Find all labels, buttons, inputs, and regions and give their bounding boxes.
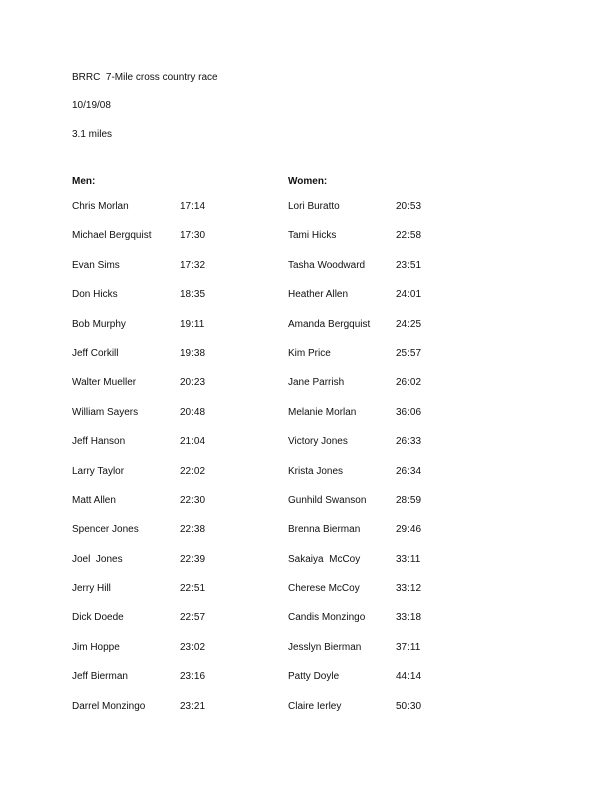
document-title: BRRC 7-Mile cross country race — [72, 72, 218, 83]
women-result-row — [288, 671, 488, 700]
runner-name: Jesslyn Bierman — [288, 641, 362, 653]
women-result-row — [288, 583, 488, 612]
women-result-row — [288, 230, 488, 259]
runner-name: Melanie Morlan — [288, 406, 357, 418]
runner-name: Evan Sims — [72, 259, 120, 271]
runner-time: 24:01 — [396, 289, 422, 301]
women-result-row — [288, 407, 488, 436]
runner-time: 37:11 — [396, 641, 421, 653]
men-result-row — [72, 524, 272, 553]
women-results-list — [288, 201, 488, 730]
women-result-row — [288, 642, 488, 671]
runner-name: Brenna Bierman — [288, 524, 361, 536]
runner-name: Don Hicks — [72, 289, 118, 301]
runner-name: Cherese McCoy — [288, 583, 360, 595]
runner-time: 22:38 — [180, 524, 206, 536]
women-result-row — [288, 612, 488, 641]
runner-time: 26:02 — [396, 377, 422, 389]
runner-name: Jim Hoppe — [72, 641, 120, 653]
men-heading: Men: — [72, 176, 96, 187]
men-result-row — [72, 377, 272, 406]
runner-name: Michael Bergquist — [72, 230, 152, 242]
runner-time: 50:30 — [396, 700, 422, 712]
men-result-row — [72, 583, 272, 612]
runner-time: 23:02 — [180, 641, 206, 653]
runner-time: 23:51 — [396, 259, 422, 271]
women-result-row — [288, 348, 488, 377]
women-result-row — [288, 319, 488, 348]
runner-time: 23:21 — [180, 700, 206, 712]
runner-name: Heather Allen — [288, 289, 349, 301]
runner-time: 19:38 — [180, 347, 206, 359]
runner-time: 20:48 — [180, 406, 206, 418]
women-result-row — [288, 554, 488, 583]
runner-time: 26:33 — [396, 436, 422, 448]
race-distance: 3.1 miles — [72, 129, 113, 140]
runner-time: 25:57 — [396, 347, 422, 359]
women-result-row — [288, 377, 488, 406]
runner-name: Matt Allen — [72, 494, 116, 506]
runner-name: Kim Price — [288, 347, 331, 359]
runner-name: Tami Hicks — [288, 230, 337, 242]
men-result-row — [72, 260, 272, 289]
runner-time: 19:11 — [180, 318, 205, 330]
runner-name: Chris Morlan — [72, 201, 129, 212]
men-result-row — [72, 289, 272, 318]
men-result-row — [72, 230, 272, 259]
men-result-row — [72, 407, 272, 436]
runner-name: Joel Jones — [72, 553, 123, 565]
runner-time: 18:35 — [180, 289, 206, 301]
men-result-row — [72, 671, 272, 700]
runner-time: 22:39 — [180, 553, 206, 565]
runner-name: Tasha Woodward — [288, 259, 366, 271]
women-result-row — [288, 260, 488, 289]
runner-name: Darrel Monzingo — [72, 700, 146, 712]
runner-time: 20:53 — [396, 201, 422, 212]
runner-time: 20:23 — [180, 377, 206, 389]
runner-name: Jeff Bierman — [72, 671, 128, 683]
runner-name: William Sayers — [72, 406, 139, 418]
women-result-row — [288, 289, 488, 318]
runner-time: 17:32 — [180, 259, 206, 271]
men-result-row — [72, 348, 272, 377]
men-result-row — [72, 642, 272, 671]
women-result-row — [288, 524, 488, 553]
men-result-row — [72, 319, 272, 348]
runner-time: 17:14 — [180, 201, 206, 212]
runner-time: 17:30 — [180, 230, 206, 242]
runner-name: Jerry Hill — [72, 583, 111, 595]
runner-time: 21:04 — [180, 436, 206, 448]
runner-time: 22:57 — [180, 612, 206, 624]
runner-name: Larry Taylor — [72, 465, 125, 477]
women-result-row — [288, 466, 488, 495]
runner-name: Victory Jones — [288, 436, 348, 448]
runner-time: 22:51 — [180, 583, 206, 595]
runner-time: 29:46 — [396, 524, 422, 536]
runner-name: Claire Ierley — [288, 700, 342, 712]
runner-name: Gunhild Swanson — [288, 494, 367, 506]
men-result-row — [72, 436, 272, 465]
runner-time: 23:16 — [180, 671, 206, 683]
men-result-row — [72, 495, 272, 524]
women-heading: Women: — [288, 176, 328, 187]
men-result-row — [72, 612, 272, 641]
runner-name: Krista Jones — [288, 465, 344, 477]
runner-name: Dick Doede — [72, 612, 124, 624]
runner-name: Amanda Bergquist — [288, 318, 371, 330]
runner-time: 22:30 — [180, 494, 206, 506]
runner-name: Candis Monzingo — [288, 612, 366, 624]
runner-time: 33:12 — [396, 583, 422, 595]
runner-name: Sakaiya McCoy — [288, 553, 361, 565]
women-result-row — [288, 701, 488, 730]
women-result-row — [288, 201, 488, 230]
runner-name: Patty Doyle — [288, 671, 340, 683]
men-result-row — [72, 701, 272, 730]
runner-name: Bob Murphy — [72, 318, 126, 330]
runner-time: 33:11 — [396, 553, 421, 565]
runner-name: Jane Parrish — [288, 377, 345, 389]
women-result-row — [288, 495, 488, 524]
runner-name: Lori Buratto — [288, 201, 340, 212]
runner-time: 22:02 — [180, 465, 206, 477]
runner-time: 33:18 — [396, 612, 422, 624]
runner-name: Walter Mueller — [72, 377, 137, 389]
men-result-row — [72, 201, 272, 230]
race-date: 10/19/08 — [72, 100, 111, 111]
men-result-row — [72, 554, 272, 583]
runner-name: Jeff Hanson — [72, 436, 126, 448]
runner-time: 28:59 — [396, 494, 422, 506]
runner-time: 22:58 — [396, 230, 422, 242]
runner-time: 36:06 — [396, 406, 422, 418]
women-result-row — [288, 436, 488, 465]
runner-time: 24:25 — [396, 318, 422, 330]
men-results-list — [72, 201, 272, 730]
runner-name: Jeff Corkill — [72, 347, 119, 359]
men-result-row — [72, 466, 272, 495]
runner-time: 44:14 — [396, 671, 422, 683]
runner-time: 26:34 — [396, 465, 422, 477]
runner-name: Spencer Jones — [72, 524, 139, 536]
